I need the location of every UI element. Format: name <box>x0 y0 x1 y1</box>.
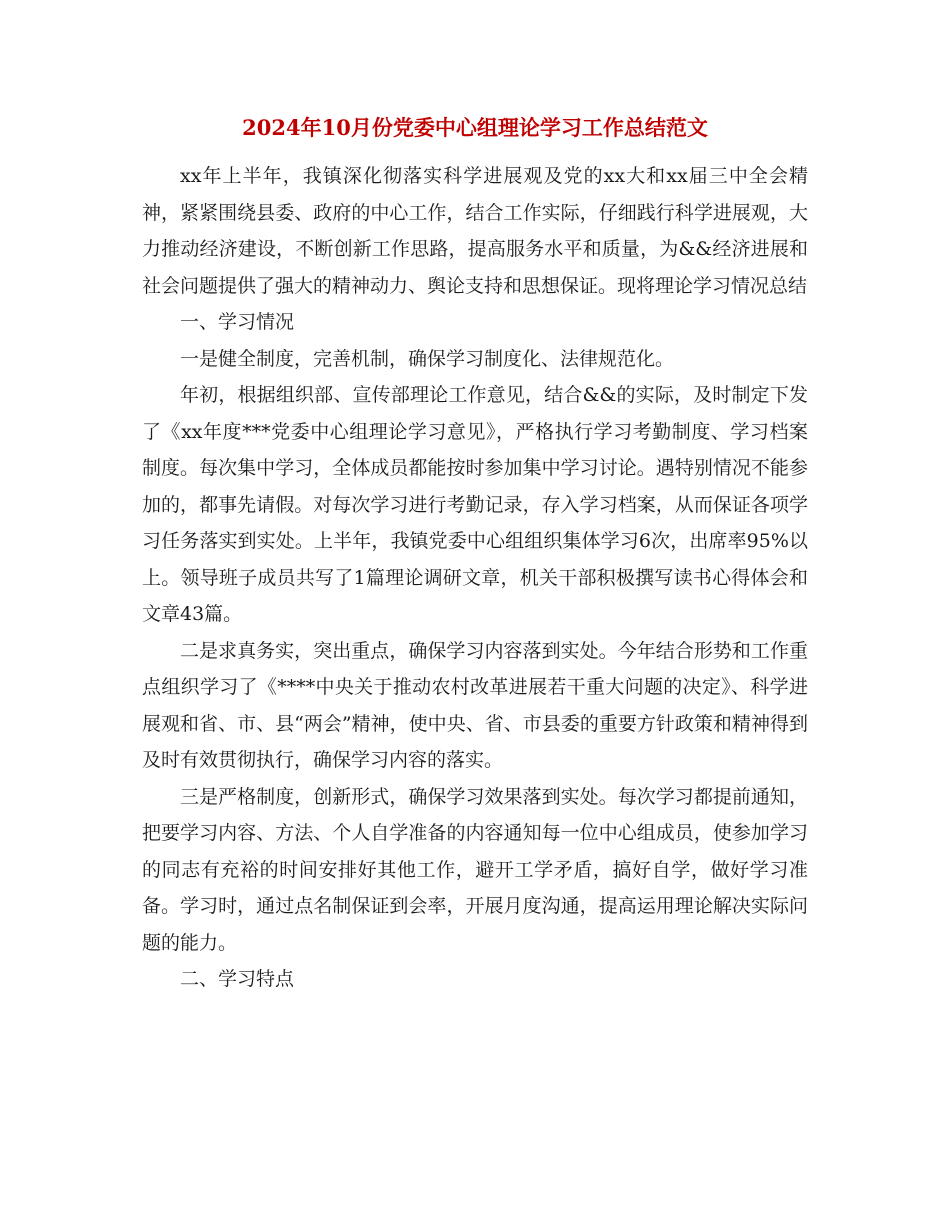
section-heading-study-features: 二、学习特点 <box>180 968 295 990</box>
paragraph-point-one: 一是健全制度，完善机制，确保学习制度化、法律规范化。 <box>180 347 675 370</box>
section-heading-study-situation: 一、学习情况 <box>180 311 295 333</box>
document-body <box>142 158 808 998</box>
document-title: 2024年10月份党委中心组理论学习工作总结范文 <box>242 115 708 140</box>
paragraph-point-two: 二是求真务实，突出重点，确保学习内容落到实处。今年结合形势和工作重点组织学习了《****中央关于推动农村改革进展若干重大问题的决定》、科学进展观和省、市、县“两会”精神，使中央、省、市县委的重要方针政策和精神得到及时有效贯彻执行，确保学习内容的落实。 <box>142 639 808 771</box>
paragraph-beginning-of-year: 年初，根据组织部、宣传部理论工作意见，结合&&的实际，及时制定下发了《xx年度***党委中心组理论学习意见》，严格执行学习考勤制度、学习档案制度。每次集中学习，全体成员都能按时参加集中学习讨论。遇特别情况不能参加的，都事先请假。对每次学习进行考勤记录，存入学习档案，从而保证各项学习任务落实到实处。上半年，我镇党委中心组组织集体学习6次，出席率95%以上。领导班子成员共写了1篇理论调研文章，机关干部积极撰写读书心得体会和文章43篇。 <box>142 384 808 625</box>
paragraph-intro: xx年上半年，我镇深化彻落实科学进展观及党的xx大和xx届三中全会精神，紧紧围绕县委、政府的中心工作，结合工作实际，仔细践行科学进展观，大力推动经济建设，不断创新工作思路，提高服务水平和质量，为&&经济进展和社会问题提供了强大的精神动力、舆论支持和思想保证。现将理论学习情况总结 <box>142 165 808 297</box>
paragraph-point-three: 三是严格制度，创新形式，确保学习效果落到实处。每次学习都提前通知，把要学习内容、方法、个人自学准备的内容通知每一位中心组成员，使参加学习的同志有充裕的时间安排好其他工作，避开工学矛盾，搞好自学，做好学习准备。学习时，通过点名制保证到会率，开展月度沟通，提高运用理论解决实际问题的能力。 <box>142 785 808 954</box>
